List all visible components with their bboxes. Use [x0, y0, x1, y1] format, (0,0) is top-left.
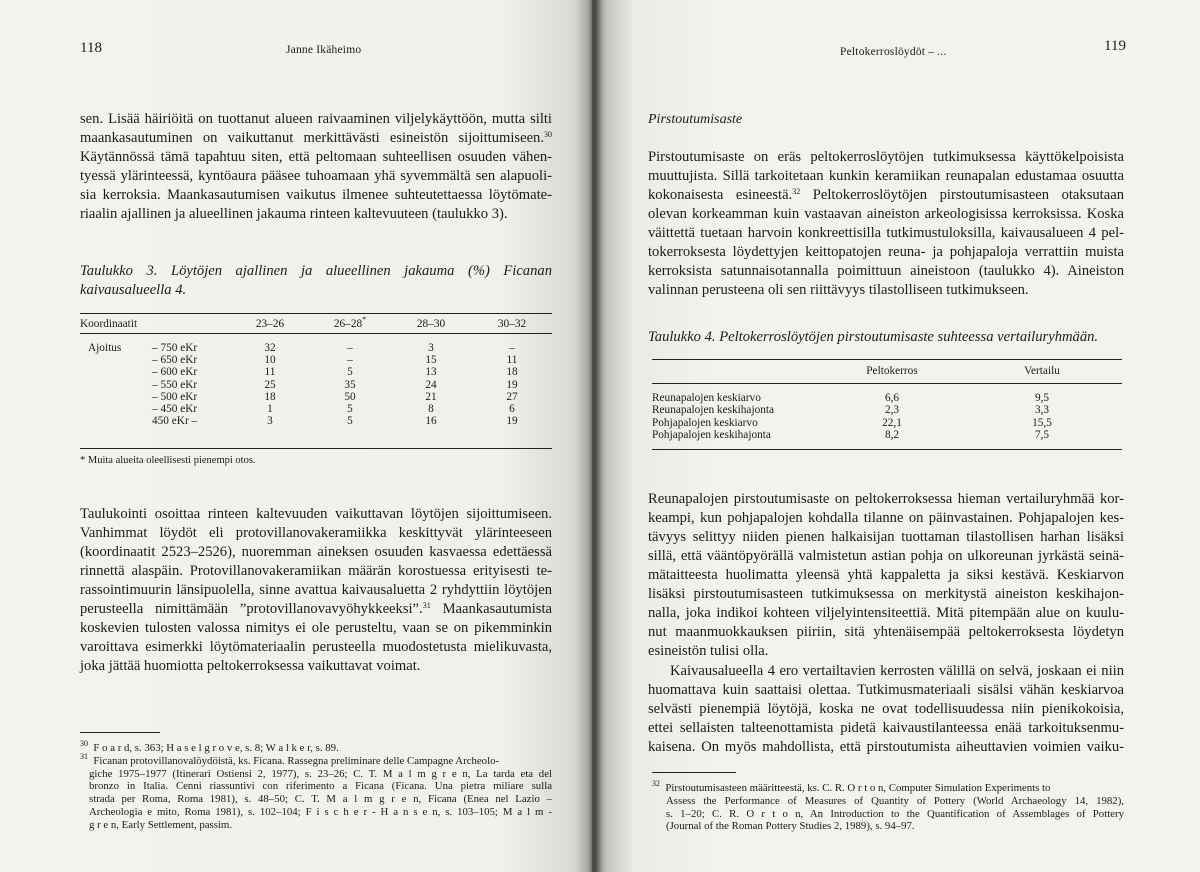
table-row: Pohjapalojen keskihajonta 8,2 7,5 — [652, 429, 1050, 442]
page-number: 118 — [80, 40, 102, 56]
table-row: Reunapalojen keskihajonta 2,3 3,3 — [652, 404, 1050, 417]
text-line: sen. Lisää häiriöitä on tuottanut alueen raivaaminen viljelykäyttöön, mutta silti — [80, 111, 552, 127]
text-line: tävyys selittyy niiden pienen halkaisijan tuottaman tilastollisen harhan lisäksi — [648, 529, 1124, 545]
table-row: Ajoitus – 750 eKr 32 – 3 – — [88, 342, 515, 354]
text-line: lisäksi pirstoutumisasteen tutkimuksessa on merkitystä aineiston keskihajon- — [648, 586, 1124, 602]
text-line: väittettä tuetaan harvoin konkreettisilla tutkimustuloksilla, kaivausalueen 4 pel- — [648, 225, 1124, 241]
table-header-row: Peltokerros Vertailu — [866, 365, 1060, 377]
text-line: varoittava esimerkki löytömateriaalin perusteella muodostetusta mielikuvasta, — [80, 639, 552, 655]
text-line: rassointimuurin länsipuolella, sinne avattua kaivausaluetta 2 ryhdyttiin löytöjen — [80, 582, 552, 598]
table-note: * Muita alueita oleellisesti pienempi otos. — [80, 455, 256, 466]
footnote-ref: 31 — [422, 601, 431, 610]
table-row: – 600 eKr 11 5 13 18 — [152, 366, 518, 379]
table-row: – 550 eKr 25 35 24 19 — [152, 378, 518, 391]
left-footnotes: $^{30}$ F o a r d, s. 363; H a s e l g r o v e, s. 8; W a l k e r, s. 89. $^{31}$ Ficanan protovillanovalöydöistä, ks. Ficana. Rassegna preliminare delle Campagne Archeolo- giche 1975–1977 (Itinerari Ostiensi 2, 1977), s. 23–26; C. T. M a l m g r e n, La tarda eta del bronzo in Italia. Cenni riassuntivi con riferimento a Ficana (Ficana. Una pietra miliare sulla strada per Roma, Roma 1981), s. 48–50; C. T. M a l m g r e n, Ficana (Enea nel Lazio – Archeologia e mito, Roma 1981), s. 102–104; F i s c h e r - H a n s e n, s. 103–105; M a l m - g r e n, Early Settlement, passim. — [80, 739, 552, 831]
table-3 — [80, 316, 552, 427]
table-4-caption: Taulukko 4. Peltokerroslöytöjen pirstoutumisaste suhteessa vertailuryhmään. — [648, 329, 1099, 345]
text-line: huomattava kuin saattaisi olettaa. Tutkimusmateriaali sisälsi vähän keskiarvoa — [648, 682, 1124, 698]
text-line: selvästi pienempiä löytöjä, koska ne ovat todellisuudessa niin pienikokoisia, — [648, 701, 1124, 717]
text-line: tokerroksesta löydettyjen keittopatojen reuna- ja pohjapaloja verrattiin muista — [648, 244, 1124, 260]
text-line: perusteella nimittämään ”protovillanovavyöhykkeeksi”.$^{31}$ Maankasautumista — [80, 601, 552, 617]
text-line: Käytännössä tämä tapahtuu siten, että peltomaan suhteellisen osuuden vähen- — [80, 149, 552, 165]
book-gutter — [588, 0, 602, 872]
table-row: – 500 eKr 18 50 21 27 — [152, 390, 518, 403]
left-page — [0, 0, 592, 872]
text-line: mätaitteesta huolimatta yleensä yhtä kappaletta ja siksi kestävä. Keskiarvon — [648, 567, 1124, 583]
footnote-ref: 30 — [544, 130, 552, 139]
right-page — [592, 0, 1200, 872]
text-line: koskevien tulosten valossa nimitys ei ole perusteltu, vaan se on pikemminkin — [80, 620, 552, 636]
text-line: rinnettä alaspäin. Protovillanovakeramiikan määrän korostuessa erityisesti te- — [80, 563, 552, 579]
table-top-rule — [80, 313, 552, 314]
right-footnotes: $^{32}$ Pirstoutumisasteen määritteestä, ks. C. R. O r t o n, Computer Simulation Experiments to Assess the Performance of Measures of Quantity of Pottery (World Archaeology 14, 1982), s. 1–20; C. R. O r t o n, An Introduction to the Quantification of Assemblages of Pottery (Journal of the Roman Pottery Studies 2, 1989), s. 94–97. — [652, 779, 1124, 833]
text-line: kokonaisesta esineestä.$^{32}$ Peltokerroslöytöjen pirstoutumisasteen otaksutaan — [648, 187, 1124, 203]
table-row: – 450 eKr 1 5 8 6 — [152, 403, 515, 416]
left-paragraph-2 — [80, 505, 552, 676]
right-paragraph-2 — [648, 490, 1124, 661]
table-bottom-rule — [652, 449, 1122, 450]
table-bottom-rule — [80, 448, 552, 449]
text-line: Pirstoutumisaste on eräs peltokerroslöytöjen tutkimuksessa käyttökelpoisista — [648, 149, 1124, 165]
text-line: nalla, joka indikoi kohteen viljelyintensiteettiä. Mitä pitempään alue on kuulu- — [648, 605, 1124, 621]
table-row: Pohjapalojen keskiarvo 22,1 15,5 — [652, 416, 1052, 429]
footnote-rule — [652, 772, 736, 773]
page-number: 119 — [1104, 38, 1126, 54]
text-line: (koordinaatit 2523–2526), nuoremman aineksen osuuden kasvaessa edettäessä — [80, 544, 552, 560]
left-paragraph-1 — [80, 110, 552, 224]
text-line: olevan korkeamman kuin vastaavan aineiston arkeologisissa kerroksissa. Koska — [648, 206, 1124, 222]
text-line: ettei sellaisten talteenottamista pidetä kaivaustilanteessa enää tarkoituksenmu- — [648, 720, 1124, 736]
text-line: sia kerroksia. Maankasautumisen vaikutus ilmenee suhteutettaessa löytömate- — [80, 187, 552, 203]
footnote: $^{31}$ Ficanan protovillanovalöydöistä, ks. Ficana. Rassegna preliminare delle Campagne Archeolo- — [80, 751, 500, 767]
text-line: tyessä ylärinteessä, kyntöaura pääsee tuhoamaan yhä syvemmältä sen alapuoli- — [80, 168, 552, 184]
text-line: Reunapalojen pirstoutumisaste on peltokerroksessa hieman vertailuryhmää kor- — [648, 491, 1124, 507]
table-row: 450 eKr – 3 5 16 19 — [152, 415, 518, 428]
footnote-rule — [80, 732, 160, 733]
text-line: esineistön tulisi olla. — [648, 643, 769, 659]
table-header-row: Koordinaatit 23–26 26–28* 28–30 30–32 — [80, 316, 552, 334]
table-4 — [652, 362, 1122, 442]
text-line: kaisena. On myös mahdollista, että pirstoutumista aiheuttavien voimien vaiku- — [648, 739, 1124, 755]
text-line: joka jättää huomiotta peltokerroksessa vaikuttavat voimat. — [80, 658, 421, 674]
text-line: valinnan perusteena oli sen riittävyys tilastolliseen tutkimukseen. — [648, 282, 1029, 298]
section-title: Pirstoutumisaste — [648, 112, 743, 127]
running-head: Peltokerroslöydöt – ... — [840, 46, 947, 58]
running-head: Janne Ikäheimo — [286, 44, 362, 56]
table-row: Reunapalojen keskiarvo 6,6 9,5 — [652, 392, 1050, 404]
table-top-rule — [652, 359, 1122, 360]
text-line: Vanhimmat löydöt eli protovillanovakeramiikka keskittyvät ylärinteeseen — [80, 525, 552, 541]
text-line: kerroksista satunnaisotannalla poimittuun aineistoon (taulukko 4). Aineiston — [648, 263, 1124, 279]
table-row: – 650 eKr 10 – 15 11 — [152, 354, 518, 367]
footnote: $^{32}$ Pirstoutumisasteen määritteestä, ks. C. R. O r t o n, Computer Simulation Experiments to — [652, 779, 1051, 794]
footnote: $^{30}$ F o a r d, s. 363; H a s e l g r o v e, s. 8; W a l k e r, s. 89. — [80, 739, 339, 754]
footnote-ref: 32 — [792, 187, 801, 196]
right-paragraph-3 — [648, 662, 1124, 757]
right-paragraph-1 — [648, 148, 1124, 300]
text-line: keampi, kun pohjapalojen kohdalla tilanne on päinvastainen. Pohjapalojen kes- — [648, 510, 1124, 526]
text-line: muuttujista. Sillä tarkoitetaan kunkin keramiikan reunapalan edustamaa osuutta — [648, 168, 1124, 184]
text-line: Kaivausalueella 4 ero vertailtavien kerrosten välillä on selvä, joskaan ei niin — [670, 663, 1124, 679]
text-line: nut maanmuokkauksen piiriin, sitä yhtenäisempää peltokerroksesta löydetyn — [648, 624, 1124, 640]
text-line: sillä, että vääntöpyörällä valmistetun astian pohja on ulkoreunan jyrkästä seinä- — [648, 548, 1124, 564]
table-3-caption: Taulukko 3. Löytöjen ajallinen ja alueellinen jakauma (%) Ficanan kaivausalueella 4. — [80, 263, 552, 298]
text-line: riaalin ajallinen ja alueellinen jakauma rinteen kaltevuuteen (taulukko 3). — [80, 206, 508, 222]
text-line: Taulukointi osoittaa rinteen kaltevuuden vaikuttavan löytöjen sijoittumiseen. — [80, 506, 552, 522]
text-line: maankasautuminen on vaikuttanut merkittävästi esineistön sijoittumiseen.$^{30}$ — [80, 130, 552, 146]
